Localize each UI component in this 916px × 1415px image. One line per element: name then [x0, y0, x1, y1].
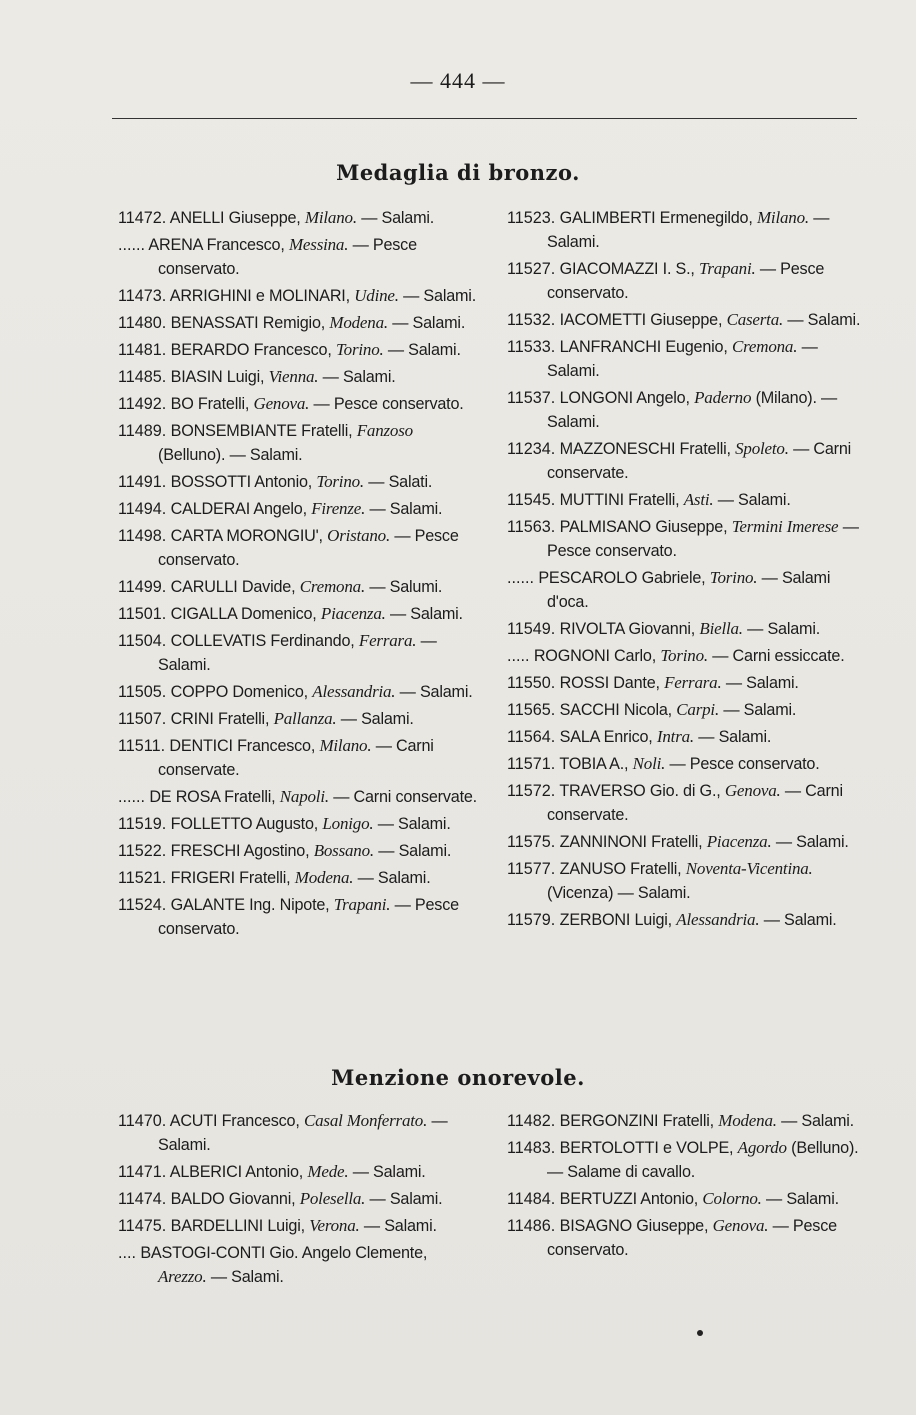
entry-product: — Pesce conservato.: [158, 896, 459, 938]
entry-place: Caserta.: [726, 310, 784, 329]
entry-number: 11579.: [507, 911, 556, 929]
entry-number: 11492.: [118, 395, 167, 413]
entry-place: Modena.: [718, 1111, 777, 1130]
entry-name: FRESCHI Agostino,: [170, 842, 310, 860]
entry-product: — Salami.: [210, 1268, 284, 1286]
entry-name: BONSEMBIANTE Fratelli,: [170, 422, 353, 440]
entry-place: Termini Imerese: [731, 517, 839, 536]
list-item: [497, 1136, 867, 1184]
entry-place: Milano.: [756, 208, 809, 227]
list-item: [108, 575, 478, 599]
entry-place: Agordo: [737, 1138, 787, 1157]
list-item: [108, 1241, 478, 1289]
entry-name: GALANTE Ing. Nipote,: [170, 896, 330, 914]
entry-product: — Salami.: [698, 728, 772, 746]
entry-number: 11550.: [507, 674, 556, 692]
honorable-left-column: [108, 1109, 478, 1292]
entry-name: DE ROSA Fratelli,: [149, 788, 276, 806]
list-item: [108, 1214, 478, 1238]
entry-place: Biella.: [699, 619, 743, 638]
list-item: [108, 524, 478, 572]
entry-product: — Salati.: [368, 473, 433, 491]
entry-place: Lonigo.: [322, 814, 374, 833]
entry-place: Messina.: [288, 235, 349, 254]
entry-number: 11474.: [118, 1190, 167, 1208]
list-item: [497, 671, 867, 695]
entry-place: Asti.: [683, 490, 714, 509]
entry-product: — Salami.: [775, 833, 849, 851]
entry-product: — Salami.: [352, 1163, 426, 1181]
entry-name: BERTUZZI Antonio,: [559, 1190, 699, 1208]
entry-place: Alessandria.: [676, 910, 760, 929]
list-item: [497, 617, 867, 641]
entry-number: .....: [507, 647, 530, 665]
section-heading-bronze: Medaglia di bronzo.: [336, 160, 580, 185]
list-item: [108, 1109, 478, 1157]
entry-number: 11471.: [118, 1163, 167, 1181]
entry-place: Cremona.: [299, 577, 365, 596]
list-item: [108, 602, 478, 626]
entry-name: LANFRANCHI Eugenio,: [559, 338, 728, 356]
entry-name: CALDERAI Angelo,: [170, 500, 307, 518]
entry-product: — Carni essiccate.: [712, 647, 845, 665]
entry-place: Firenze.: [311, 499, 366, 518]
list-item: [108, 629, 478, 677]
entry-place: Milano.: [304, 208, 357, 227]
list-item: [497, 515, 867, 563]
entry-name: BERTOLOTTI e VOLPE,: [559, 1139, 734, 1157]
entry-number: 11486.: [507, 1217, 556, 1235]
entry-number: 11491.: [118, 473, 167, 491]
entry-name: LONGONI Angelo,: [559, 389, 690, 407]
entry-product: — Salami.: [361, 209, 435, 227]
header-rule: [112, 118, 857, 119]
entry-product: — Salami.: [723, 701, 797, 719]
entry-product: (Belluno). — Salame di cavallo.: [547, 1139, 859, 1181]
list-item: [497, 698, 867, 722]
entry-place: Torino.: [709, 568, 758, 587]
list-item: [497, 1187, 867, 1211]
entry-number: 11484.: [507, 1190, 556, 1208]
list-item: [497, 488, 867, 512]
entry-number: 11519.: [118, 815, 167, 833]
entry-number: 11549.: [507, 620, 556, 638]
entry-place: Modena.: [294, 868, 354, 887]
entry-name: MUTTINI Fratelli,: [559, 491, 680, 509]
list-item: [108, 284, 478, 308]
entry-place: Paderno: [694, 388, 752, 407]
entry-place: Carpi.: [676, 700, 720, 719]
entry-place: Colorno.: [702, 1189, 762, 1208]
entry-name: ARRIGHINI e MOLINARI,: [169, 287, 350, 305]
entry-place: Casal Monferrato.: [303, 1111, 428, 1130]
entry-number: 11498.: [118, 527, 167, 545]
entry-number: ......: [118, 788, 145, 806]
entry-product: — Pesce conservato.: [313, 395, 464, 413]
entry-name: SACCHI Nicola,: [559, 701, 672, 719]
list-item: [497, 1109, 867, 1133]
list-item: [497, 725, 867, 749]
entry-place: Polesella.: [299, 1189, 366, 1208]
entry-name: IACOMETTI Giuseppe,: [559, 311, 723, 329]
entry-place: Pallanza.: [273, 709, 337, 728]
entry-product: — Salami.: [547, 209, 830, 251]
list-item: [108, 707, 478, 731]
entry-place: Spoleto.: [735, 439, 789, 458]
entry-product: — Salami d'oca.: [547, 569, 831, 611]
entry-place: Fanzoso: [356, 421, 413, 440]
entry-product: — Salami.: [378, 842, 452, 860]
list-item: [497, 908, 867, 932]
entry-product: — Pesce conservato.: [547, 518, 859, 560]
entry-product: — Salumi.: [369, 578, 443, 596]
entry-number: 11524.: [118, 896, 167, 914]
entry-number: 11521.: [118, 869, 167, 887]
entry-place: Torino.: [335, 340, 384, 359]
entry-product: — Carni conservate.: [158, 737, 434, 779]
list-item: [108, 365, 478, 389]
entry-name: DENTICI Francesco,: [169, 737, 316, 755]
entry-number: 11501.: [118, 605, 167, 623]
list-item: [108, 392, 478, 416]
list-item: [108, 233, 478, 281]
list-item: [108, 785, 478, 809]
entry-name: COPPO Domenico,: [170, 683, 308, 701]
entry-name: ARENA Francesco,: [148, 236, 285, 254]
entry-number: 11575.: [507, 833, 556, 851]
entry-place: Vienna.: [268, 367, 319, 386]
entry-number: 11507.: [118, 710, 167, 728]
list-item: [108, 206, 478, 230]
entry-product: (Belluno). — Salami.: [158, 446, 303, 464]
entry-number: 11470.: [118, 1112, 167, 1130]
entry-product: — Pesce conservato.: [547, 260, 825, 302]
entry-name: BOSSOTTI Antonio,: [170, 473, 313, 491]
entry-place: Cremona.: [731, 337, 798, 356]
entry-name: FOLLETTO Augusto,: [170, 815, 319, 833]
list-item: [108, 338, 478, 362]
section-heading-honorable: Menzione onorevole.: [331, 1065, 585, 1090]
entry-name: ACUTI Francesco,: [169, 1112, 300, 1130]
entry-place: Genova.: [724, 781, 781, 800]
entry-name: ALBERICI Antonio,: [169, 1163, 304, 1181]
list-item: [497, 644, 867, 668]
entry-place: Genova.: [712, 1216, 769, 1235]
entry-place: Intra.: [656, 727, 694, 746]
list-item: [108, 470, 478, 494]
entry-name: BERARDO Francesco,: [170, 341, 332, 359]
entry-number: 11475.: [118, 1217, 167, 1235]
entry-product: — Salami.: [369, 500, 443, 518]
entry-name: ANELLI Giuseppe,: [169, 209, 301, 227]
entry-name: CIGALLA Domenico,: [170, 605, 317, 623]
list-item: [497, 206, 867, 254]
entry-number: 11564.: [507, 728, 556, 746]
entry-place: Milano.: [319, 736, 372, 755]
entry-number: 11571.: [507, 755, 556, 773]
entry-name: BIASIN Luigi,: [170, 368, 265, 386]
entry-name: ROSSI Dante,: [559, 674, 660, 692]
entry-number: 11494.: [118, 500, 167, 518]
bronze-left-column: [108, 206, 478, 944]
list-item: [497, 779, 867, 827]
entry-number: 11533.: [507, 338, 556, 356]
list-item: [497, 566, 867, 614]
entry-number: 11234.: [507, 440, 556, 458]
entry-name: FRIGERI Fratelli,: [170, 869, 291, 887]
list-item: [497, 857, 867, 905]
entry-name: BALDO Giovanni,: [170, 1190, 296, 1208]
entry-number: ......: [507, 569, 534, 587]
list-item: [497, 386, 867, 434]
entry-number: 11545.: [507, 491, 556, 509]
list-item: [108, 497, 478, 521]
entry-name: BARDELLINI Luigi,: [170, 1217, 305, 1235]
entry-name: BASTOGI-CONTI Gio. Angelo Clemente,: [140, 1244, 428, 1262]
honorable-right-column: [497, 1109, 867, 1265]
list-item: [108, 1160, 478, 1184]
entry-product: — Salami.: [399, 683, 473, 701]
entry-number: 11522.: [118, 842, 167, 860]
entry-place: Trapani.: [333, 895, 391, 914]
bronze-right-column: [497, 206, 867, 935]
entry-name: BENASSATI Remigio,: [170, 314, 326, 332]
entry-number: 11565.: [507, 701, 556, 719]
entry-place: Piacenza.: [320, 604, 386, 623]
entry-place: Napoli.: [279, 787, 329, 806]
entry-place: Torino.: [660, 646, 708, 665]
entry-place: Verona.: [309, 1216, 360, 1235]
entry-product: — Pesce conservato.: [669, 755, 820, 773]
entry-product: — Salami.: [717, 491, 791, 509]
entry-name: PESCAROLO Gabriele,: [538, 569, 706, 587]
list-item: [108, 419, 478, 467]
entry-number: 11489.: [118, 422, 167, 440]
list-item: [497, 257, 867, 305]
entry-name: SALA Enrico,: [559, 728, 653, 746]
entry-product: — Salami.: [766, 1190, 839, 1208]
entry-product: — Salami.: [363, 1217, 437, 1235]
list-item: [108, 680, 478, 704]
entry-number: 11563.: [507, 518, 556, 536]
entry-product: — Salami.: [763, 911, 837, 929]
entry-number: 11485.: [118, 368, 167, 386]
entry-place: Arezzo.: [158, 1267, 207, 1286]
list-item: [108, 311, 478, 335]
entry-product: — Pesce conservato.: [547, 1217, 837, 1259]
entry-place: Piacenza.: [706, 832, 772, 851]
entry-name: COLLEVATIS Ferdinando,: [170, 632, 355, 650]
entry-product: — Salami.: [547, 338, 818, 380]
entry-place: Torino.: [316, 472, 364, 491]
entry-name: ROGNONI Carlo,: [533, 647, 657, 665]
entry-number: 11537.: [507, 389, 556, 407]
entry-name: BERGONZINI Fratelli,: [559, 1112, 714, 1130]
entry-number: 11473.: [118, 287, 167, 305]
entry-number: 11511.: [118, 737, 166, 755]
list-item: [497, 437, 867, 485]
entry-product: — Salami.: [747, 620, 821, 638]
entry-place: Bossano.: [313, 841, 374, 860]
entry-number: 11532.: [507, 311, 556, 329]
entry-name: CARULLI Davide,: [170, 578, 296, 596]
list-item: [497, 1214, 867, 1262]
entry-name: CARTA MORONGIU',: [170, 527, 323, 545]
entry-number: 11482.: [507, 1112, 556, 1130]
entry-place: Ferrara.: [664, 673, 722, 692]
entry-name: RIVOLTA Giovanni,: [559, 620, 696, 638]
entry-number: 11504.: [118, 632, 167, 650]
entry-product: — Salami.: [377, 815, 451, 833]
entry-product: — Salami.: [369, 1190, 443, 1208]
entry-place: Udine.: [354, 286, 399, 305]
entry-number: 11483.: [507, 1139, 556, 1157]
entry-product: — Salami.: [725, 674, 799, 692]
entry-number: 11505.: [118, 683, 167, 701]
list-item: [108, 812, 478, 836]
list-item: [108, 893, 478, 941]
entry-name: GIACOMAZZI I. S.,: [559, 260, 695, 278]
entry-product: — Pesce conservato.: [158, 527, 459, 569]
entry-place: Genova.: [253, 394, 310, 413]
list-item: [497, 752, 867, 776]
entry-place: Noventa-Vicentina.: [685, 859, 813, 878]
entry-product: — Salami.: [387, 341, 461, 359]
entry-product: — Salami.: [340, 710, 414, 728]
list-item: [497, 830, 867, 854]
entry-product: — Salami.: [403, 287, 477, 305]
entry-place: Ferrara.: [358, 631, 417, 650]
entry-product: — Salami.: [389, 605, 463, 623]
entry-place: Modena.: [329, 313, 388, 332]
entry-name: GALIMBERTI Ermenegildo,: [559, 209, 753, 227]
entry-name: MAZZONESCHI Fratelli,: [559, 440, 731, 458]
entry-product: — Salami.: [357, 869, 431, 887]
list-item: [108, 866, 478, 890]
entry-name: BISAGNO Giuseppe,: [559, 1217, 709, 1235]
list-item: [108, 839, 478, 863]
ink-speck: [697, 1330, 703, 1336]
entry-name: ZERBONI Luigi,: [559, 911, 672, 929]
list-item: [108, 1187, 478, 1211]
entry-product: — Carni conservate.: [547, 782, 843, 824]
entry-product: — Salami.: [158, 1112, 448, 1154]
entry-name: ZANUSO Fratelli,: [559, 860, 682, 878]
entry-name: TOBIA A.,: [559, 755, 629, 773]
entry-number: 11481.: [118, 341, 167, 359]
entry-product: — Salami.: [787, 311, 861, 329]
entry-number: 11527.: [507, 260, 556, 278]
page-number: — 444 —: [410, 68, 506, 93]
entry-name: PALMISANO Giuseppe,: [559, 518, 728, 536]
entry-number: 11523.: [507, 209, 556, 227]
entry-place: Trapani.: [699, 259, 756, 278]
list-item: [108, 734, 478, 782]
entry-name: CRINI Fratelli,: [170, 710, 270, 728]
entry-number: 11577.: [507, 860, 556, 878]
entry-product: — Salami.: [322, 368, 396, 386]
entry-place: Noli.: [632, 754, 666, 773]
entry-place: Alessandria.: [312, 682, 396, 701]
entry-number: 11472.: [118, 209, 167, 227]
entry-number: ....: [118, 1244, 136, 1262]
entry-place: Mede.: [307, 1162, 349, 1181]
entry-number: 11499.: [118, 578, 167, 596]
entry-name: BO Fratelli,: [170, 395, 250, 413]
entry-product: (Milano). — Salami.: [547, 389, 838, 431]
entry-number: 11572.: [507, 782, 556, 800]
entry-product: — Pesce conservato.: [158, 236, 417, 278]
entry-product: — Carni conservate.: [547, 440, 852, 482]
entry-place: Oristano.: [327, 526, 391, 545]
entry-product: — Salami.: [781, 1112, 854, 1130]
entry-number: ......: [118, 236, 145, 254]
entry-product: — Carni conservate.: [333, 788, 477, 806]
entry-product: — Salami.: [392, 314, 466, 332]
list-item: [497, 308, 867, 332]
entry-number: 11480.: [118, 314, 167, 332]
entry-product: — Salami.: [158, 632, 437, 674]
list-item: [497, 335, 867, 383]
entry-name: TRAVERSO Gio. di G.,: [559, 782, 721, 800]
entry-name: ZANNINONI Fratelli,: [559, 833, 703, 851]
entry-product: (Vicenza) — Salami.: [547, 884, 691, 902]
